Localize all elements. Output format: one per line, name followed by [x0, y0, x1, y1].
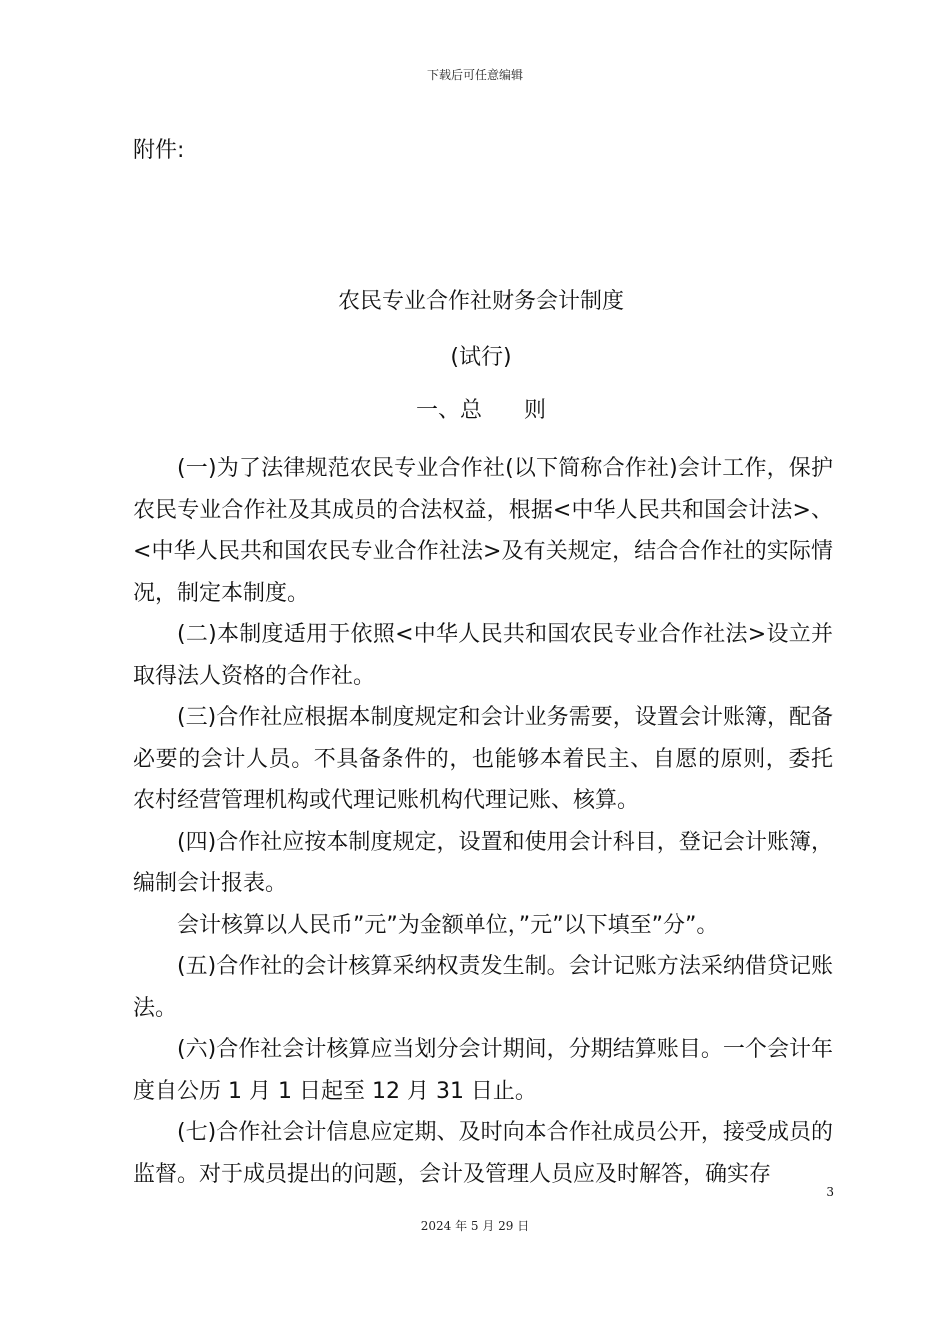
page-number: 3 [826, 1185, 834, 1199]
paragraph: (四)合作社应按本制度规定，设置和使用会计科目，登记会计账簿，编制会计报表。 [133, 829, 833, 896]
attachment-label: 附件: [133, 138, 185, 163]
paragraph: (二)本制度适用于依照<中华人民共和国农民专业合作社法>设立并取得法人资格的合作社。 [133, 622, 833, 689]
section-heading: 一、总 则 [416, 398, 546, 423]
paragraph: (七)合作社会计信息应定期、及时向本合作社成员公开，接受成员的监督。对于成员提出的问题，会计及管理人员应及时解答，确实存 [133, 1120, 833, 1187]
paragraph: (一)为了法律规范农民专业合作社(以下简称合作社)会计工作，保护农民专业合作社及其成员的合法权益，根据<中华人民共和国会计法>、<中华人民共和国农民专业合作社法>及有关规定，结合合作社的实际情况，制定本制度。 [133, 456, 833, 606]
page-footer-date: 2024 年 5 月 29 日 [420, 1219, 530, 1233]
page-header: 下载后可任意编辑 [426, 68, 523, 82]
document-body [133, 448, 833, 1195]
document-subtitle: (试行) [450, 345, 512, 370]
paragraph: (五)合作社的会计核算采纳权责发生制。会计记账方法采纳借贷记账法。 [133, 954, 833, 1021]
paragraph: (三)合作社应根据本制度规定和会计业务需要，设置会计账簿，配备必要的会计人员。不具备条件的，也能够本着民主、自愿的原则，委托农村经营管理机构或代理记账机构代理记账、核算。 [133, 705, 833, 813]
paragraph: (六)合作社会计核算应当划分会计期间，分期结算账目。一个会计年度自公历 1 月 1 日起至 12 月 31 日止。 [133, 1037, 833, 1104]
paragraph: 会计核算以人民币”元”为金额单位，”元”以下填至”分”。 [177, 912, 719, 938]
document-title: 农民专业合作社财务会计制度 [337, 289, 624, 314]
